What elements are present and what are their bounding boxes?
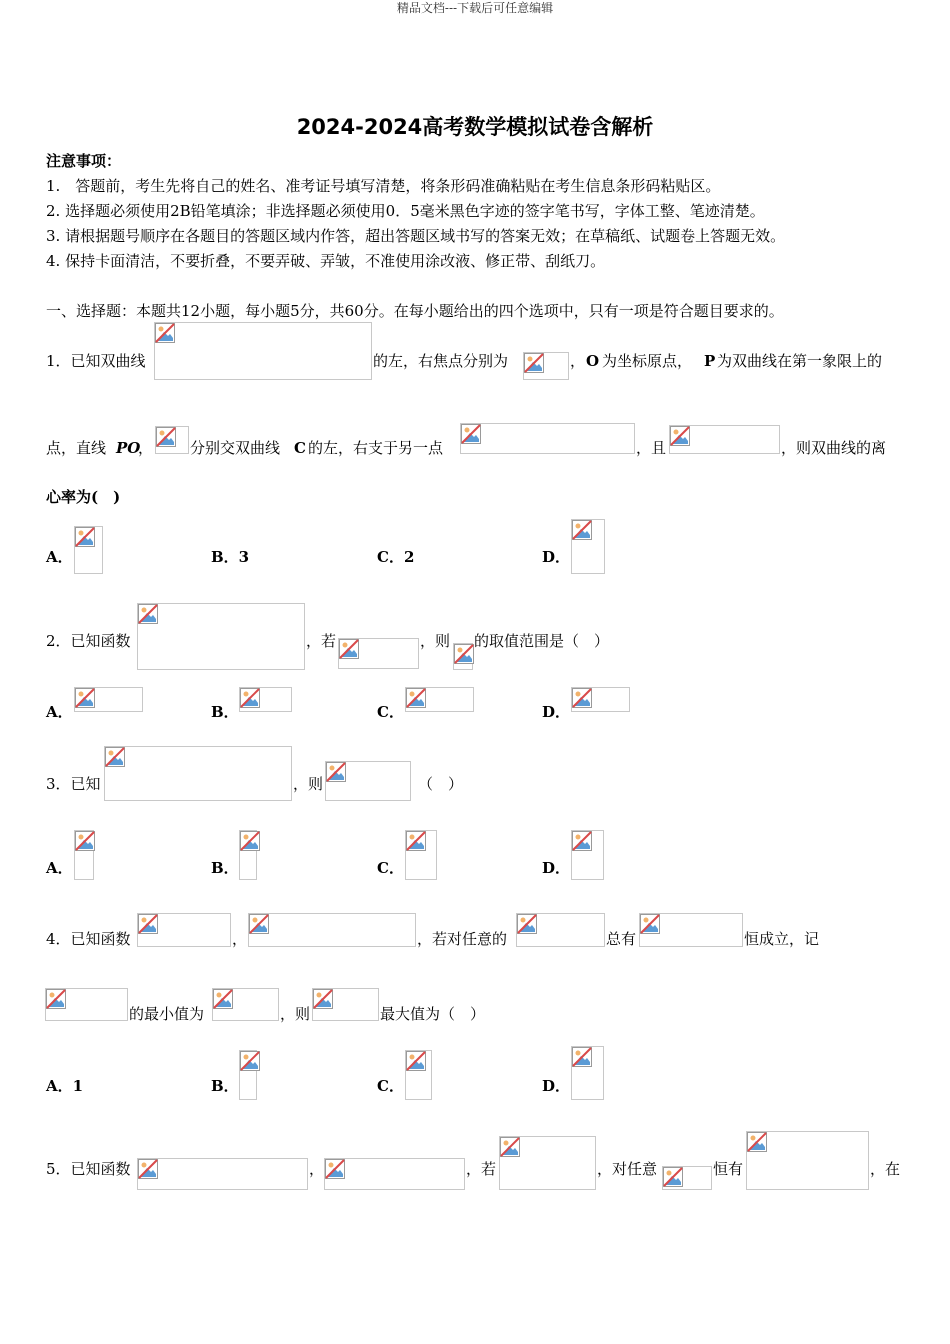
broken-image-icon — [156, 427, 176, 447]
formula-image — [74, 830, 94, 880]
notice-item: 1. 答题前，考生先将自己的姓名、准考证号填写清楚，将条形码准确粘贴在考生信息条形码粘贴区。 — [46, 177, 721, 195]
broken-image-icon — [454, 644, 474, 664]
option-d: D． — [542, 548, 571, 566]
q4-text: 最大值为（ ） — [380, 1005, 486, 1023]
broken-image-icon — [249, 914, 269, 934]
broken-image-icon — [500, 1137, 520, 1157]
q2-text: 的取值范围是（ ） — [474, 632, 610, 650]
formula-image — [137, 913, 231, 947]
broken-image-icon — [75, 688, 95, 708]
q1-text: 点，直线 — [46, 439, 107, 457]
q3-text: ，则 — [293, 775, 324, 793]
option-c: C． — [377, 1077, 404, 1095]
q5-text: ， — [309, 1160, 325, 1178]
formula-image — [338, 638, 419, 669]
q3-text: 3．已知 — [46, 775, 101, 793]
formula-image — [571, 687, 630, 712]
broken-image-icon — [640, 914, 660, 934]
q1-text: ， — [138, 439, 154, 457]
q1-text: PO — [116, 439, 141, 457]
formula-image — [453, 643, 473, 670]
formula-image — [154, 322, 372, 380]
q4-text: ，则 — [280, 1005, 311, 1023]
broken-image-icon — [325, 1159, 345, 1179]
q1-text: 为双曲线在第一象限上的 — [717, 352, 883, 370]
formula-image — [523, 352, 569, 380]
broken-image-icon — [326, 762, 346, 782]
q5-text: ，在 — [870, 1160, 901, 1178]
broken-image-icon — [406, 831, 426, 851]
q1-text: 为坐标原点， — [602, 352, 693, 370]
q1-text: C — [294, 439, 306, 457]
formula-image — [239, 687, 292, 712]
broken-image-icon — [339, 639, 359, 659]
formula-image — [746, 1131, 869, 1190]
option-a: A． — [46, 703, 73, 721]
option-b: B．3 — [211, 548, 250, 566]
q2-text: ，则 — [420, 632, 451, 650]
broken-image-icon — [670, 426, 690, 446]
broken-image-icon — [524, 353, 544, 373]
notice-item: 4. 保持卡面清洁，不要折叠，不要弄破、弄皱，不准使用涂改液、修正带、刮纸刀。 — [46, 252, 606, 270]
broken-image-icon — [75, 831, 95, 851]
broken-image-icon — [406, 688, 426, 708]
broken-image-icon — [138, 914, 158, 934]
q1-text: 心率为( ) — [46, 488, 121, 506]
section-heading: 一、选择题：本题共12小题，每小题5分，共60分。在每小题给出的四个选项中，只有一项是符合题目要求的。 — [46, 302, 784, 320]
broken-image-icon — [572, 1047, 592, 1067]
q3-text: （ ） — [418, 775, 464, 793]
broken-image-icon — [155, 323, 175, 343]
option-b: B． — [211, 859, 239, 877]
broken-image-icon — [572, 831, 592, 851]
option-d: D． — [542, 1077, 571, 1095]
q1-text: P — [704, 352, 716, 370]
broken-image-icon — [105, 747, 125, 767]
option-c: C． — [377, 859, 404, 877]
formula-image — [571, 1046, 604, 1100]
broken-image-icon — [240, 831, 260, 851]
option-c: C．2 — [377, 548, 415, 566]
notice-item: 3. 请根据题号顺序在各题目的答题区域内作答，超出答题区域书写的答案无效；在草稿纸、试题卷上答题无效。 — [46, 227, 786, 245]
formula-image — [516, 913, 605, 947]
formula-image — [405, 687, 474, 712]
q1-text: ， — [570, 352, 586, 370]
q1-text: 分别交双曲线 — [190, 439, 281, 457]
formula-image — [669, 425, 780, 454]
q5-text: ，对任意 — [597, 1160, 658, 1178]
q1-text: O — [586, 352, 600, 370]
broken-image-icon — [663, 1167, 683, 1187]
broken-image-icon — [240, 688, 260, 708]
formula-image — [325, 761, 411, 801]
broken-image-icon — [240, 1051, 260, 1071]
q1-text: 的左，右焦点分别为 — [373, 352, 509, 370]
broken-image-icon — [138, 604, 158, 624]
formula-image — [248, 913, 416, 947]
formula-image — [137, 603, 305, 670]
q5-text: 5．已知函数 — [46, 1160, 131, 1178]
broken-image-icon — [75, 527, 95, 547]
broken-image-icon — [517, 914, 537, 934]
q1-text: 的左，右支于另一点 — [308, 439, 444, 457]
q1-text: 1．已知双曲线 — [46, 352, 146, 370]
formula-image — [45, 988, 128, 1021]
option-d: D． — [542, 859, 571, 877]
formula-image — [405, 830, 437, 880]
formula-image — [405, 1050, 432, 1100]
formula-image — [662, 1166, 712, 1190]
option-d: D． — [542, 703, 571, 721]
q2-text: ，若 — [306, 632, 337, 650]
q1-text: ，则双曲线的离 — [781, 439, 887, 457]
broken-image-icon — [406, 1051, 426, 1071]
notice-item: 2. 选择题必须使用2B铅笔填涂；非选择题必须使用0．5毫米黑色字迹的签字笔书写，字体工整、笔迹清楚。 — [46, 202, 765, 220]
formula-image — [74, 687, 143, 712]
page-header: 精品文档---下载后可任意编辑 — [396, 1, 554, 15]
broken-image-icon — [46, 989, 66, 1009]
broken-image-icon — [572, 520, 592, 540]
broken-image-icon — [747, 1132, 767, 1152]
option-c: C． — [377, 703, 404, 721]
q4-text: ， — [232, 930, 248, 948]
formula-image — [239, 1050, 257, 1100]
q5-text: 恒有 — [713, 1160, 744, 1178]
formula-image — [212, 988, 279, 1021]
option-a: A． — [46, 859, 73, 877]
broken-image-icon — [213, 989, 233, 1009]
formula-image — [499, 1136, 596, 1190]
formula-image — [324, 1158, 465, 1190]
formula-image — [571, 830, 604, 880]
broken-image-icon — [572, 688, 592, 708]
q4-text: 4．已知函数 — [46, 930, 131, 948]
broken-image-icon — [461, 424, 481, 444]
formula-image — [74, 526, 103, 574]
notice-heading: 注意事项： — [46, 152, 122, 170]
option-a: A． — [46, 548, 73, 566]
formula-image — [460, 423, 635, 454]
formula-image — [639, 913, 743, 947]
formula-image — [137, 1158, 308, 1190]
page-title: 2024-2024高考数学模拟试卷含解析 — [296, 115, 654, 139]
q4-text: 恒成立，记 — [744, 930, 820, 948]
option-b: B． — [211, 1077, 239, 1095]
broken-image-icon — [138, 1159, 158, 1179]
q5-text: ，若 — [466, 1160, 497, 1178]
q4-text: 的最小值为 — [129, 1005, 205, 1023]
option-b: B． — [211, 703, 239, 721]
formula-image — [571, 519, 605, 574]
q2-text: 2．已知函数 — [46, 632, 131, 650]
broken-image-icon — [313, 989, 333, 1009]
formula-image — [155, 426, 189, 454]
formula-image — [239, 830, 257, 880]
formula-image — [312, 988, 379, 1021]
q4-text: ，若对任意的 — [417, 930, 508, 948]
formula-image — [104, 746, 292, 801]
q1-text: ，且 — [636, 439, 667, 457]
q4-text: 总有 — [606, 930, 637, 948]
option-a: A．1 — [46, 1077, 84, 1095]
